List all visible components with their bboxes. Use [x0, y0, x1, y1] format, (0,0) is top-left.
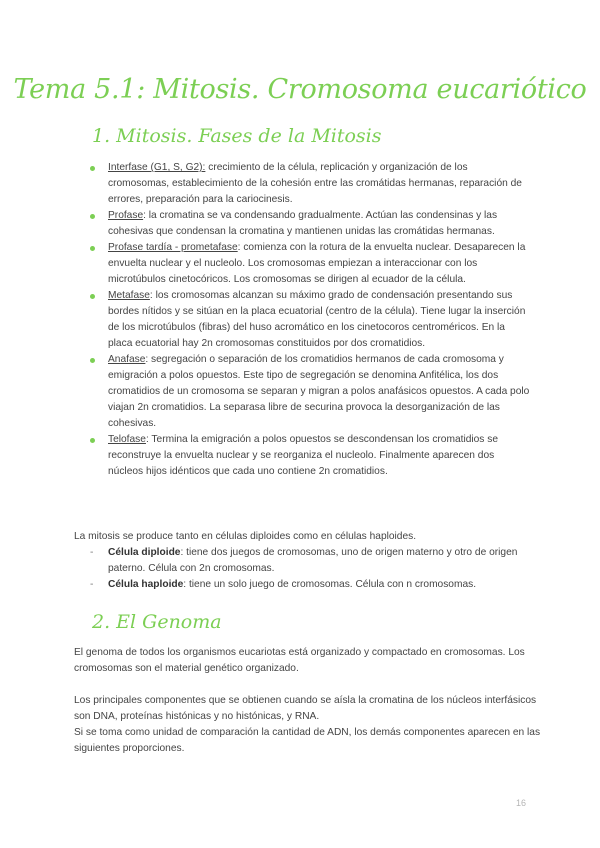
page-number: 16	[516, 798, 527, 808]
bullet-icon	[90, 246, 95, 251]
term-haploide: Célula haploide	[108, 579, 184, 590]
item-text: : Termina la emigración a polos opuestos se descondensan los cromatidios se reconstruye la envuelta nuclear y se reorganiza el nucleolo. Finalmente aparecen dos núcleos hijos idénticos que cada uno contiene 2n cromatidios.	[108, 434, 498, 477]
list-item	[90, 160, 530, 208]
bullet-icon	[90, 214, 95, 219]
list-item	[90, 545, 530, 577]
term-diploide: Célula diploide	[108, 547, 181, 558]
item-text: : comienza con la rotura de la envuelta nuclear. Desaparecen la envuelta nuclear y el nucleolo. Los cromosomas empiezan a interaccionar con los microtúbulos cinetocóricos. Los cromosomas se dirigen al ecuador de la célula.	[108, 242, 526, 285]
bullet-icon	[90, 438, 95, 443]
term-anafase: Anafase	[108, 354, 146, 365]
phases-list	[90, 160, 530, 480]
mitosis-paragraph: La mitosis se produce tanto en células diploides como en células haploides.	[74, 531, 417, 542]
genoma-paragraph-2	[74, 693, 544, 757]
bullet-icon	[90, 358, 95, 363]
bullet-icon	[90, 294, 95, 299]
term-metafase: Metafase	[108, 290, 150, 301]
item-text: : segregación o separación de los cromatidios hermanos de cada cromosoma y emigración a polos opuestos. Este tipo de segregación se denomina Anfitélica, los dos cromatidios de un cromosoma se separan y migran a polos anafásicos opuestos. A cada polo viajan 2n cromatidios. La separasa libre de securina provoca la desorganización de las cohesivas.	[108, 354, 530, 429]
section-heading-mitosis: 1. Mitosis. Fases de la Mitosis	[92, 125, 382, 147]
item-text: : tiene un solo juego de cromosomas. Célula con n cromosomas.	[183, 579, 477, 590]
genoma-paragraph-1: El genoma de todos los organismos eucariotas está organizado y compactado en cromosomas. Los cromosomas son el material genético organizado.	[74, 647, 525, 674]
item-text: crecimiento de la célula, replicación y organización de los cromosomas, establecimiento de la cohesión entre las cromátidas hermanas, reparación de errores, preparación para la cariocinesis.	[108, 162, 522, 205]
genoma-paragraph-2a: Los principales componentes que se obtienen cuando se aísla la cromatina de los núcleos interfásicos son DNA, proteínas histónicas y no histónicas, y RNA.	[74, 695, 537, 722]
dash-marker: -	[90, 579, 94, 590]
list-item	[90, 432, 530, 480]
page-title: Tema 5.1: Mitosis. Cromosoma eucariótico	[13, 74, 587, 105]
item-text: : los cromosomas alcanzan su máximo grado de condensación presentando sus bordes nítidos y se sitúan en la placa ecuatorial (centro de la célula). Tiene lugar la inserción de los microtúbulos (fibras) del huso acromático en los cinetocoros centroméricos. En la placa ecuatorial hay 2n cromosomas constituidos por dos cromatidios.	[108, 290, 526, 349]
term-interfase: Interfase (G1, S, G2):	[108, 162, 206, 173]
cell-types-list	[90, 545, 530, 593]
bullet-icon	[90, 166, 95, 171]
item-text: : tiene dos juegos de cromosomas, uno de origen materno y otro de origen paterno. Célula con 2n cromosomas.	[108, 547, 518, 574]
genoma-paragraph-2b: Si se toma como unidad de comparación la cantidad de ADN, los demás componentes aparecen en las siguientes proporciones.	[74, 727, 541, 754]
dash-marker: -	[90, 547, 94, 558]
term-prometafase: Profase tardía - prometafase	[108, 242, 238, 253]
item-text: : la cromatina se va condensando gradualmente. Actúan las condensinas y las cohesivas que condensan la cromatina y mantienen unidas las cromátidas hermanas.	[108, 210, 498, 237]
section-heading-genoma: 2. El Genoma	[92, 611, 222, 633]
list-item	[90, 208, 530, 240]
list-item	[90, 240, 530, 288]
list-item	[90, 577, 530, 593]
term-telofase: Telofase	[108, 434, 146, 445]
list-item	[90, 288, 530, 352]
list-item	[90, 352, 530, 432]
term-profase: Profase	[108, 210, 144, 221]
